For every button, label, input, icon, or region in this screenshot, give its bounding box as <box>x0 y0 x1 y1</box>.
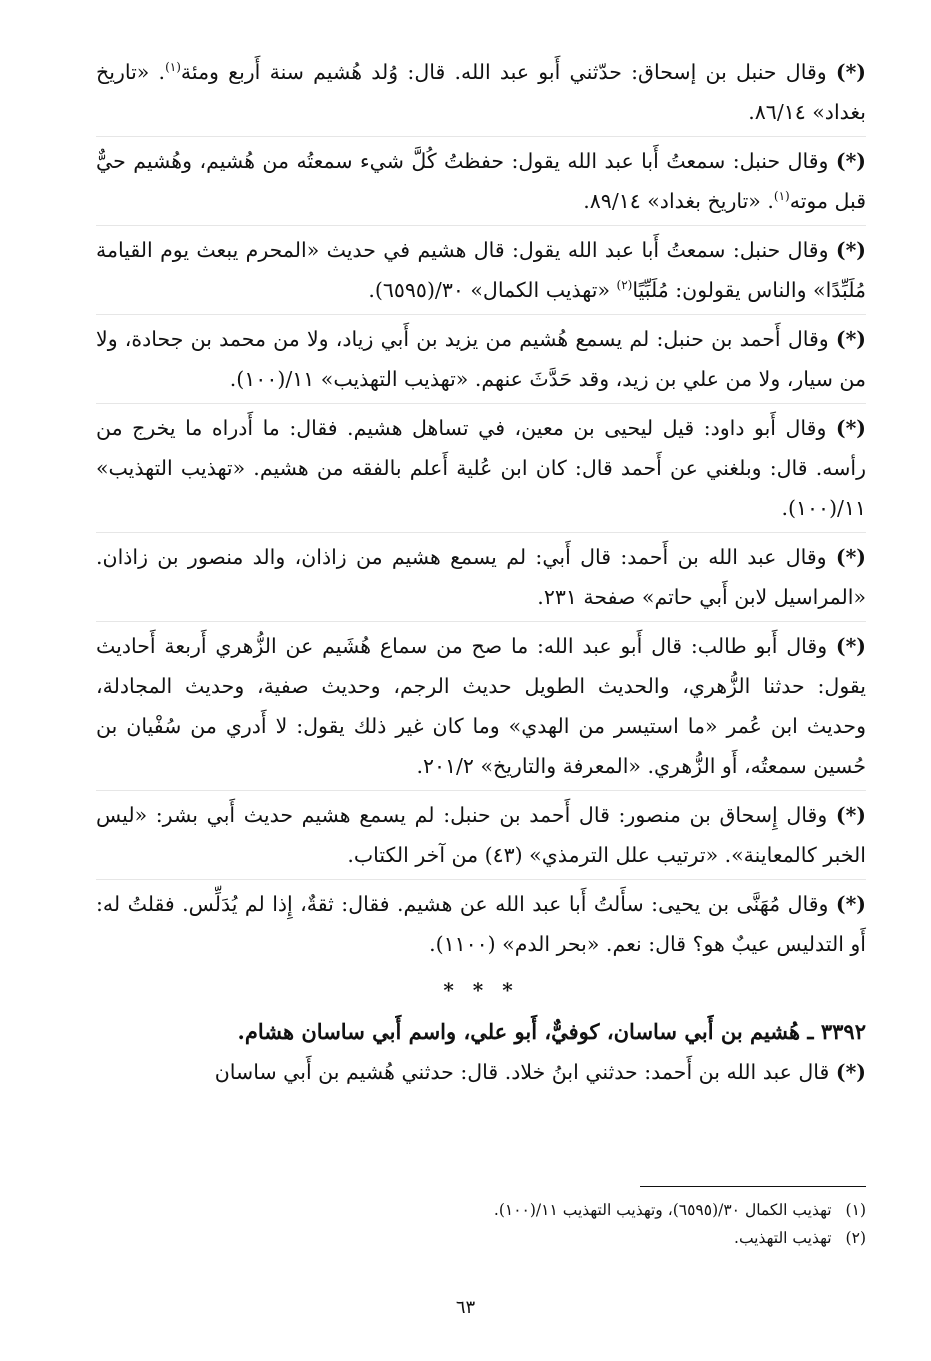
entry-text: وقال أَبو طالب: قال أَبو عبد الله: ما صح من سماع هُشَيم عن الزُّهري أَربعة أَحاديث يقول: حدثنا الزُّهري، والحديث الطويل حديث الرجم، وحديث صفية، وحديث المجادلة، وحديث ابن عُمر «ما استيسر من الهدي» وما كان غير ذلك يقول: لا أَدري من سُفْيان بن حُسين سمعتُه، أَو الزُّهري. «المعرفة والتاريخ» ٢٠١/٢. <box>96 634 866 778</box>
page-body <box>96 52 866 1092</box>
footnotes <box>96 1196 866 1252</box>
biography-heading: ٣٣٩٢ ـ هُشيم بن أَبي ساسان، كوفيٌّ، أَبو علي، واسم أَبي ساسان هشام. <box>237 1019 866 1044</box>
entry-text: وقال حنبل بن إسحاق: حدّثني أَبو عبد الله. قال: وُلد هُشيم سنة أَربع ومئة <box>180 60 836 84</box>
entry-text: وقال عبد الله بن أَحمد: قال أَبي: لم يسمع هشيم من زاذان، والد منصور بن زاذان. «المراسيل لابن أَبي حاتم» صفحة ٢٣١. <box>96 545 866 609</box>
entry-text: وقال أَبو داود: قيل ليحيى بن معين، في تساهل هشيم. فقال: ما أَدراه ما يخرج من رأسه. قال: وبلغني عن أَحمد قال: كان ابن عُلية أَعلم بالفقه من هشيم. «تهذيب التهذيب» ١١/(١٠٠). <box>96 416 866 520</box>
entry-source: . «تاريخ بغداد» ٨٩/١٤. <box>583 189 774 213</box>
footnote-2 <box>96 1224 866 1252</box>
footnote-rule <box>640 1186 866 1187</box>
footnote-ref[interactable]: (١) <box>773 189 790 204</box>
footnote-number: (٢) <box>845 1229 866 1247</box>
entry-marker: (*) <box>835 803 866 827</box>
entry-2 <box>96 136 866 221</box>
entry-marker: (*) <box>835 238 866 262</box>
entry-marker: (*) <box>835 327 866 351</box>
entry-text: وقال إِسحاق بن منصور: قال أَحمد بن حنبل: لم يسمع هشيم حديث أَبي بشر: «ليس الخبر كالمعاينة». «ترتيب علل الترمذي» (٤٣) من آخر الكتاب. <box>96 803 866 867</box>
entry-5 <box>96 403 866 528</box>
page-number: ٦٣ <box>455 1297 476 1318</box>
entry-text: وقال أَحمد بن حنبل: لم يسمع هُشيم من يزيد بن أَبي زياد، ولا من محمد بن جحادة، ولا من سيار، ولا من علي بن زيد، وقد حَدَّثَ عنهم. «تهذيب التهذيب» ١١/(١٠٠). <box>96 327 866 391</box>
entry-source: «تهذيب الكمال» ٣٠/(٦٥٩٥). <box>368 278 617 302</box>
entry-text: وقال مُهَنَّى بن يحيى: سأَلتُ أَبا عبد الله عن هشيم. فقال: ثقةٌ، إِذا لم يُدَلِّس. فقلتُ له: أَو التدليس عيبٌ هو؟ قال: نعم. «بحر الدم» (١١٠٠). <box>96 892 866 956</box>
entry-marker: (*) <box>835 1060 866 1084</box>
entry-4 <box>96 314 866 399</box>
footnote-ref[interactable]: (١) <box>165 60 181 75</box>
footnote-text: تهذيب التهذيب. <box>734 1229 832 1247</box>
entry-marker: (*) <box>835 892 866 916</box>
entry-9 <box>96 879 866 964</box>
entry-source: . «تاريخ بغداد» ٨٦/١٤. <box>96 60 866 124</box>
footnote-ref[interactable]: (٢) <box>616 278 633 293</box>
entry-marker: (*) <box>835 545 866 569</box>
entry-8 <box>96 790 866 875</box>
footnote-text: تهذيب الكمال ٣٠/(٦٥٩٥)، وتهذيب التهذيب ١١/(١٠٠). <box>493 1201 832 1219</box>
entry-marker: (*) <box>835 634 866 658</box>
footnote-number: (١) <box>845 1201 866 1219</box>
entry-marker: (*) <box>835 149 866 173</box>
entry-marker: (*) <box>835 416 866 440</box>
entry-7 <box>96 621 866 786</box>
entry-text: وقال حنبل: سمعتُ أَبا عبد الله يقول: قال هشيم في حديث «المحرم يبعث يوم القيامة مُلَبِّدًا» والناس يقولون: مُلَبِّيًا <box>96 238 866 302</box>
entry-1 <box>96 52 866 132</box>
entry-6 <box>96 532 866 617</box>
entry-text: وقال حنبل: سمعتُ أَبا عبد الله يقول: حفظتُ كُلَّ شيء سمعتُه من هُشيم، وهُشيم حيٌّ قبل موته <box>96 149 866 213</box>
entry-3 <box>96 225 866 310</box>
entry-last <box>96 1052 866 1092</box>
entry-text: قال عبد الله بن أَحمد: حدثني ابنُ خلاد. قال: حدثني هُشيم بن أَبي ساسان <box>214 1060 836 1084</box>
entry-marker: (*) <box>835 60 866 84</box>
footnote-1 <box>96 1196 866 1224</box>
section-separator: * * * <box>443 978 519 1002</box>
